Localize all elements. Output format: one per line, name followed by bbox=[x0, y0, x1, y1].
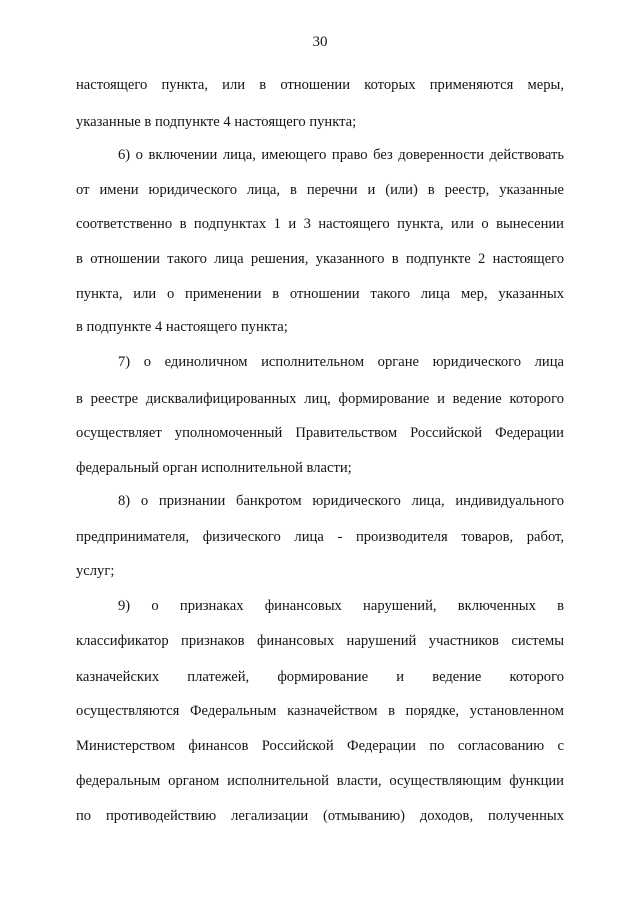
text-line: пункта, или о применении в отношении такого лица мер, указанных bbox=[76, 286, 564, 302]
text-line: осуществляет уполномоченный Правительством Российской Федерации bbox=[76, 425, 564, 441]
text-line: федеральный орган исполнительной власти; bbox=[76, 460, 352, 476]
text-line: Министерством финансов Российской Федерации по согласованию с bbox=[76, 738, 564, 754]
text-line: указанные в подпункте 4 настоящего пункта; bbox=[76, 114, 357, 130]
text-line: от имени юридического лица, в перечни и (или) в реестр, указанные bbox=[76, 182, 564, 198]
page-number: 30 bbox=[312, 34, 328, 50]
text-line: казначейских платежей, формирование и ведение которого bbox=[76, 669, 564, 685]
text-line: федеральным органом исполнительной власти, осуществляющим функции bbox=[76, 773, 564, 789]
text-line: предпринимателя, физического лица - производителя товаров, работ, bbox=[76, 529, 564, 545]
text-line: соответственно в подпунктах 1 и 3 настоящего пункта, или о вынесении bbox=[76, 216, 564, 232]
text-line: 7) о единоличном исполнительном органе юридического лица bbox=[118, 354, 564, 370]
text-line: в отношении такого лица решения, указанного в подпункте 2 настоящего bbox=[76, 251, 564, 267]
text-line: классификатор признаков финансовых нарушений участников системы bbox=[76, 633, 564, 649]
text-line: настоящего пункта, или в отношении которых применяются меры, bbox=[76, 77, 564, 93]
text-line: 6) о включении лица, имеющего право без доверенности действовать bbox=[118, 147, 564, 163]
text-line: по противодействию легализации (отмыванию) доходов, полученных bbox=[76, 808, 564, 824]
text-line: услуг; bbox=[76, 563, 115, 579]
text-line: 8) о признании банкротом юридического лица, индивидуального bbox=[118, 493, 564, 509]
text-line: в реестре дисквалифицированных лиц, формирование и ведение которого bbox=[76, 391, 564, 407]
text-line: осуществляются Федеральным казначейством в порядке, установленном bbox=[76, 703, 564, 719]
text-line: в подпункте 4 настоящего пункта; bbox=[76, 319, 288, 335]
text-line: 9) о признаках финансовых нарушений, включенных в bbox=[118, 598, 564, 614]
